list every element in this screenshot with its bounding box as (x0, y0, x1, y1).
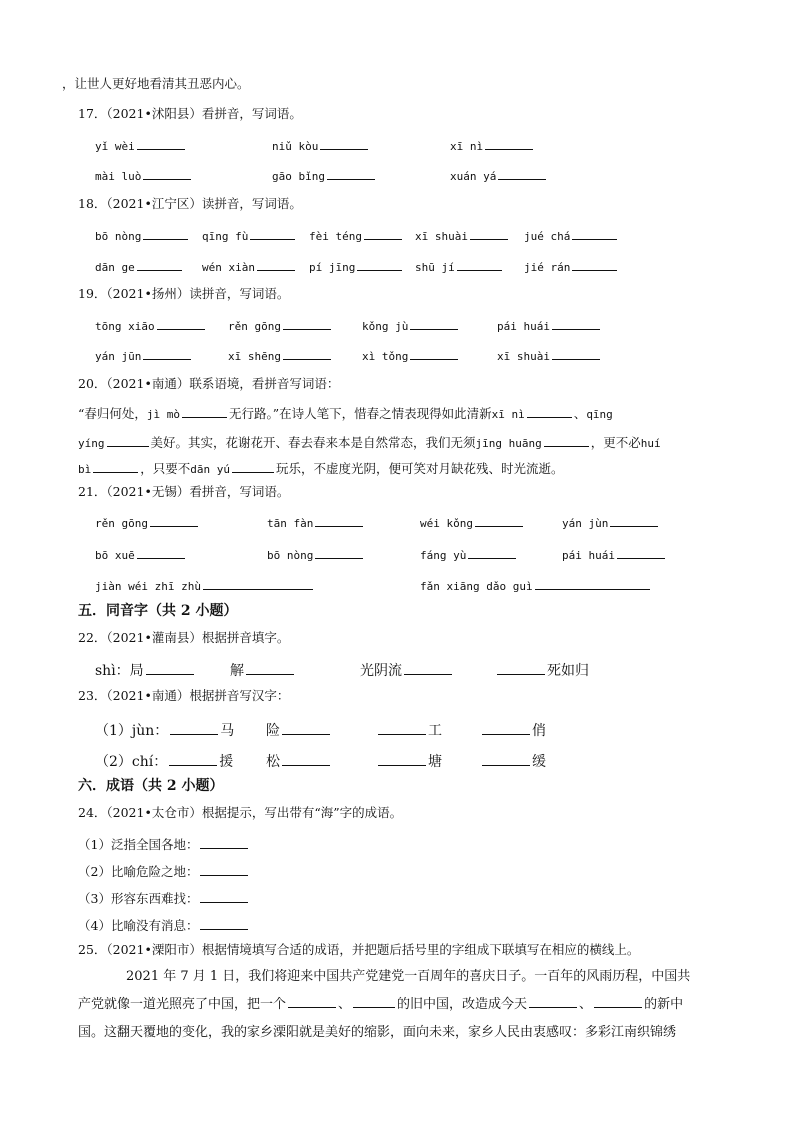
q17-item (272, 168, 377, 183)
q23-item (480, 720, 546, 740)
text: （1）jùn： (95, 723, 169, 739)
pinyin-label: yǐ wèi (95, 140, 135, 153)
q18-item (202, 228, 297, 243)
pinyin-label: qīng (586, 408, 613, 421)
answer-blank[interactable] (617, 547, 665, 559)
pinyin-label: yán jùn (562, 517, 609, 530)
answer-blank[interactable] (93, 461, 138, 473)
pinyin-label: bō nòng (95, 230, 142, 243)
answer-blank[interactable] (320, 138, 368, 150)
intro-line: ，让世人更好地看清其丑恶内心。 (62, 76, 250, 91)
answer-blank[interactable] (257, 259, 295, 271)
text: 俏 (532, 723, 546, 739)
pinyin-label: bō xuē (95, 549, 135, 562)
answer-blank[interactable] (282, 723, 330, 735)
q19-item (497, 318, 602, 333)
answer-blank[interactable] (572, 259, 617, 271)
text: 险 (266, 723, 280, 739)
q23-row-1 (95, 720, 234, 740)
pinyin-label: bì (78, 463, 92, 476)
answer-blank[interactable] (137, 547, 185, 559)
answer-blank[interactable] (203, 578, 313, 590)
answer-blank[interactable] (498, 168, 546, 180)
text: “春归何处， (78, 406, 147, 421)
q19-item (362, 318, 460, 333)
q19-item (95, 318, 207, 333)
q19-item (228, 318, 333, 333)
answer-blank[interactable] (143, 348, 191, 360)
q21-item (95, 547, 187, 562)
text: （4）比喻没有消息： (78, 918, 199, 933)
q17-item (95, 168, 193, 183)
text: （3）形容东西难找： (78, 891, 199, 906)
answer-blank[interactable] (364, 228, 402, 240)
q21-item (95, 515, 200, 530)
answer-blank[interactable] (315, 515, 363, 527)
q18-item (415, 259, 504, 274)
answer-blank[interactable] (327, 168, 375, 180)
answer-blank[interactable] (357, 259, 402, 271)
q17-title: 17．（2021•沭阳县）看拼音，写词语。 (78, 106, 302, 121)
q17-item (272, 138, 370, 153)
q18-item (95, 228, 190, 243)
answer-blank[interactable] (200, 891, 248, 903)
q17-item (450, 138, 535, 153)
answer-blank[interactable] (200, 837, 248, 849)
answer-blank[interactable] (315, 547, 363, 559)
q18-item (524, 228, 619, 243)
answer-blank[interactable] (169, 754, 217, 766)
answer-blank[interactable] (378, 754, 426, 766)
text: 松 (266, 754, 280, 770)
answer-blank[interactable] (470, 228, 508, 240)
text: 死如归 (547, 663, 589, 679)
q24-item (78, 889, 250, 907)
pinyin-label: xī shuài (497, 350, 550, 363)
q19-item (362, 348, 460, 363)
pinyin-label: tōng xiāo (95, 320, 155, 333)
q21-item (420, 515, 525, 530)
pinyin-label: gāo bǐng (272, 170, 325, 183)
text: 玩乐，不虚度光阴，便可笑对月缺花残、时光流逝。 (276, 461, 564, 476)
answer-blank[interactable] (182, 406, 227, 418)
text: 光阴流 (360, 663, 402, 679)
q21-item (267, 547, 365, 562)
q17-item (95, 138, 187, 153)
q21-item (420, 547, 518, 562)
answer-blank[interactable] (482, 754, 530, 766)
answer-blank[interactable] (137, 138, 185, 150)
q22-item (230, 660, 296, 680)
text: 援 (219, 754, 234, 770)
text: （1）泛指全国各地： (78, 837, 199, 852)
answer-blank[interactable] (457, 259, 502, 271)
pinyin-label: xī nì (450, 140, 484, 153)
q21-item (95, 578, 315, 593)
pinyin-label: xī shēng (228, 350, 281, 363)
q21-item (267, 515, 365, 530)
text: ，更不必 (590, 435, 641, 450)
pinyin-label: dān ge (95, 261, 135, 274)
pinyin-label: xì tǒng (362, 350, 409, 363)
answer-blank[interactable] (143, 168, 191, 180)
answer-blank[interactable] (482, 723, 530, 735)
text: ，只要不 (140, 461, 191, 476)
text: 塘 (428, 754, 442, 770)
text: 无行路。”在诗人笔下，惜春之情表现得如此清新 (229, 406, 492, 421)
q22-item (495, 660, 589, 680)
q23-item (376, 751, 442, 771)
pinyin-label: wéi kǒng (420, 517, 473, 530)
answer-blank[interactable] (146, 663, 194, 675)
q17-item (450, 168, 548, 183)
answer-blank[interactable] (552, 318, 600, 330)
answer-blank[interactable] (143, 228, 188, 240)
q20-line-3 (78, 459, 564, 477)
pinyin-label: dān yú (190, 463, 231, 476)
answer-blank[interactable] (535, 578, 650, 590)
text: 美好。其实，花谢花开、春去春来本是自然常态，我们无须 (150, 435, 476, 450)
q25-para-line-3: 国。这翻天覆地的变化，我的家乡溧阳就是美好的缩影，面向未来，家乡人民由衷感叹：多彩江南织锦绣 (78, 1025, 677, 1040)
q25-para-line-2 (78, 991, 718, 1019)
text: 的新中 (644, 997, 684, 1012)
q18-item (309, 259, 404, 274)
answer-blank[interactable] (246, 663, 294, 675)
answer-blank[interactable] (200, 864, 248, 876)
q24-item (78, 862, 250, 880)
q25-title: 25．（2021•溧阳市）根据情境填写合适的成语，并把题后括号里的字组成下联填写在相应的横线上。 (78, 942, 640, 957)
q18-item (415, 228, 510, 243)
pinyin-label: bō nòng (267, 549, 314, 562)
q21-title: 21．（2021•无锡）看拼音，写词语。 (78, 484, 290, 499)
q19-item (228, 348, 333, 363)
q23-item (376, 720, 442, 740)
answer-blank[interactable] (157, 318, 205, 330)
text: 、 (573, 406, 587, 421)
pinyin-label: yíng (78, 437, 105, 450)
pinyin-label: wén xiàn (202, 261, 255, 274)
pinyin-label: jié rán (524, 261, 571, 274)
answer-blank[interactable] (410, 318, 458, 330)
q22-item (360, 660, 454, 680)
pinyin-label: fǎn xiāng dǎo guì (420, 580, 533, 593)
text: 解 (230, 663, 244, 679)
pinyin-label: pí jīng (309, 261, 356, 274)
answer-blank[interactable] (527, 406, 572, 418)
text: 马 (220, 723, 235, 739)
answer-blank[interactable] (137, 259, 182, 271)
q21-item (562, 547, 667, 562)
q19-item (497, 348, 602, 363)
answer-blank[interactable] (282, 754, 330, 766)
answer-blank[interactable] (544, 435, 589, 447)
q23-item (266, 720, 332, 740)
text: （2）比喻危险之地： (78, 864, 199, 879)
text: （2）chí： (95, 754, 168, 770)
answer-blank[interactable] (475, 515, 523, 527)
answer-blank[interactable] (572, 228, 617, 240)
q19-item (95, 348, 193, 363)
pinyin-label: qīng fù (202, 230, 249, 243)
pinyin-label: xuán yá (450, 170, 497, 183)
answer-blank[interactable] (200, 918, 248, 930)
text: 产党就像一道光照亮了中国，把一个 (78, 997, 287, 1012)
q20-title: 20．（2021•南通）联系语境，看拼音写词语： (78, 376, 340, 391)
text: 工 (428, 723, 442, 739)
q19-title: 19．（2021•扬州）读拼音，写词语。 (78, 286, 290, 301)
section-5-heading: 五．同音字（共 2 小题） (78, 603, 238, 619)
answer-blank[interactable] (150, 515, 198, 527)
pinyin-label: pái huái (562, 549, 615, 562)
answer-blank[interactable] (107, 435, 149, 447)
pinyin-label: shū jí (415, 261, 455, 274)
answer-blank[interactable] (529, 996, 577, 1008)
q24-item (78, 835, 250, 853)
answer-blank[interactable] (552, 348, 600, 360)
pinyin-label: jué chá (524, 230, 571, 243)
pinyin-label: pái huái (497, 320, 550, 333)
pinyin-label: tān fàn (267, 517, 314, 530)
answer-blank[interactable] (288, 996, 336, 1008)
pinyin-label: jì mò (146, 408, 181, 421)
answer-blank[interactable] (250, 228, 295, 240)
q18-item (524, 259, 619, 274)
answer-blank[interactable] (497, 663, 545, 675)
q18-item (95, 259, 184, 274)
text: 、 (338, 997, 352, 1012)
q18-item (202, 259, 297, 274)
q23-title: 23．（2021•南通）根据拼音写汉字： (78, 688, 290, 703)
q20-line-1 (78, 404, 613, 422)
answer-blank[interactable] (468, 547, 516, 559)
answer-blank[interactable] (283, 318, 331, 330)
answer-blank[interactable] (610, 515, 658, 527)
text: 的旧中国，改造成今天 (397, 997, 528, 1012)
q24-title: 24．（2021•太仓市）根据提示，写出带有“海”字的成语。 (78, 805, 403, 820)
pinyin-label: fèi téng (309, 230, 362, 243)
answer-blank[interactable] (485, 138, 533, 150)
q23-item (480, 751, 546, 771)
section-6-heading: 六．成语（共 2 小题） (78, 778, 224, 794)
pinyin-label: kǒng jù (362, 320, 409, 333)
answer-blank[interactable] (594, 996, 642, 1008)
pinyin-label: fáng yù (420, 549, 467, 562)
answer-blank[interactable] (170, 723, 218, 735)
q21-item (420, 578, 652, 593)
q22-item (95, 660, 196, 680)
text: 缓 (532, 754, 546, 770)
q23-row-2 (95, 751, 233, 771)
answer-blank[interactable] (410, 348, 458, 360)
pinyin-label: rěn gōng (228, 320, 281, 333)
answer-blank[interactable] (404, 663, 452, 675)
q21-item (562, 515, 660, 530)
pinyin-label: huí (640, 437, 661, 450)
answer-blank[interactable] (378, 723, 426, 735)
pinyin-label: rěn gōng (95, 517, 148, 530)
q18-title: 18．（2021•江宁区）读拼音，写词语。 (78, 196, 302, 211)
pinyin-label: yán jūn (95, 350, 142, 363)
pinyin-label: xī shuài (415, 230, 468, 243)
pinyin-label: mài luò (95, 170, 142, 183)
q22-title: 22．（2021•灌南县）根据拼音填字。 (78, 630, 290, 645)
pinyin-label: xī nì (491, 408, 525, 421)
text: shì：局 (95, 663, 144, 679)
q24-item (78, 916, 250, 934)
answer-blank[interactable] (232, 461, 274, 473)
pinyin-label: niǔ kòu (272, 140, 319, 153)
q23-item (266, 751, 332, 771)
q18-item (309, 228, 404, 243)
pinyin-label: jiàn wéi zhī zhù (95, 580, 201, 593)
q20-line-2 (78, 433, 661, 451)
pinyin-label: jīng huāng (475, 437, 542, 450)
answer-blank[interactable] (353, 996, 395, 1008)
text: 、 (579, 997, 593, 1012)
answer-blank[interactable] (283, 348, 331, 360)
q25-para-line-1: 2021 年 7 月 1 日，我们将迎来中国共产党建党一百周年的喜庆日子。一百年的风雨历程，中国共 (126, 969, 691, 984)
